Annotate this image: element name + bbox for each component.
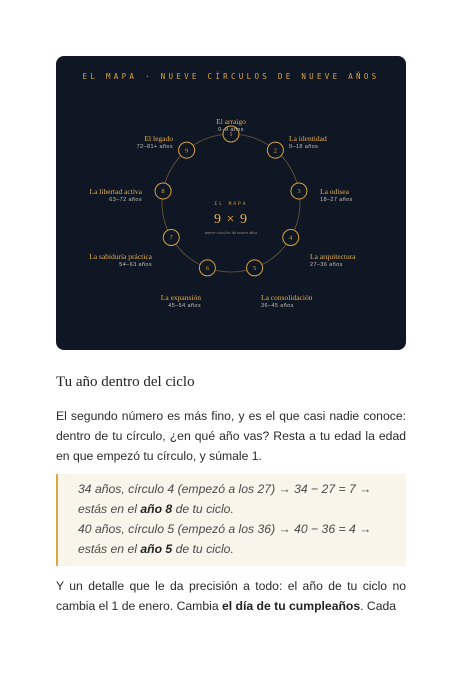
node-name: La odisea	[320, 187, 349, 196]
paragraph-intro: El segundo número es más fino, y es el que casi nadie conoce: dentro de tu círculo, ¿en qué año vas? Resta a tu edad la edad en que empezó tu círculo, y súmale 1.	[56, 409, 406, 463]
example-line-2: 40 años, círculo 5 (empezó a los 36) → 40 − 36 = 4 → estás en el año 5 de tu ciclo.	[78, 522, 372, 556]
node-range: 45–54 años	[168, 303, 201, 309]
example-line-1: 34 años, círculo 4 (empezó a los 27) → 34 − 27 = 7 → estás en el año 8 de tu ciclo.	[78, 482, 372, 516]
cycle-node-number: 7	[169, 234, 173, 242]
cycle-node-number: 2	[273, 147, 277, 155]
node-name: La arquitectura	[310, 252, 356, 261]
node-label-9	[137, 134, 173, 151]
cycle-node-number: 9	[185, 147, 189, 155]
paragraph-birthday: Y un detalle que le da precisión a todo: el año de tu ciclo no cambia el 1 de enero. Cambia el día de tu cumpleaños. Cada	[56, 579, 406, 613]
node-name: La libertad activa	[89, 187, 142, 196]
cycle-node-number: 5	[252, 265, 257, 273]
node-name: La sabiduría práctica	[89, 252, 152, 261]
node-label-5	[261, 293, 312, 310]
node-range: 18–27 años	[320, 197, 353, 203]
node-name: La expansión	[160, 293, 201, 302]
node-range: 72–81+ años	[136, 144, 173, 150]
node-range: 27–36 años	[310, 262, 343, 268]
map-card	[56, 56, 406, 350]
cycle-node-number: 4	[289, 234, 293, 242]
section-title: Tu año dentro del ciclo	[56, 374, 195, 390]
birthday-highlight: el día de tu cumpleaños	[221, 599, 361, 613]
cycle-node-number: 3	[297, 188, 301, 196]
node-label-4	[310, 252, 356, 269]
cycle-node-number: 1	[229, 131, 233, 139]
cycle-node-number: 8	[161, 188, 165, 196]
node-label-7	[89, 252, 152, 269]
node-range: 63–72 años	[109, 197, 142, 203]
node-label-1	[171, 117, 291, 134]
node-name: El legado	[144, 134, 173, 143]
center-subtitle: nueve círculos de nueve años	[204, 230, 258, 235]
map-title: EL MAPA · NUEVE CÍRCULOS DE NUEVE AÑOS	[82, 72, 380, 81]
cycle-node-number: 6	[205, 265, 210, 273]
example-quote	[56, 474, 406, 566]
node-name: La identidad	[289, 134, 327, 143]
center-kicker: EL MAPA	[214, 202, 248, 207]
year-highlight: año 8	[140, 502, 173, 516]
node-label-2	[289, 134, 327, 151]
center-formula: 9 × 9	[214, 212, 248, 227]
node-name: El arraigo	[216, 117, 246, 126]
node-range: 54–63 años	[119, 262, 152, 268]
node-label-6	[161, 293, 201, 310]
node-range: 0–9 años	[218, 127, 244, 133]
node-name: La consolidación	[261, 293, 313, 302]
node-range: 9–18 años	[289, 144, 319, 150]
node-range: 36–45 años	[261, 303, 294, 309]
year-highlight: año 5	[140, 542, 173, 556]
